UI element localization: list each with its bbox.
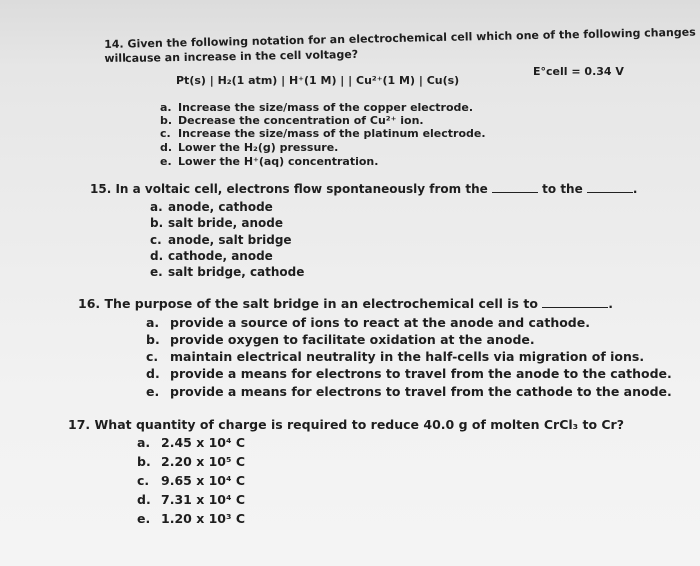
q16-option-c: c. maintain electrical neutrality in the half-cells via migration of ions. bbox=[146, 349, 645, 364]
q17-stem: 17. What quantity of charge is required to reduce 40.0 g of molten CrCl₃ to Cr? bbox=[68, 417, 624, 432]
q15-option-d: d. cathode, anode bbox=[150, 249, 273, 263]
q14-number: 14. bbox=[104, 37, 124, 51]
q16-blank bbox=[542, 297, 608, 308]
q15-option-c: c. anode, salt bridge bbox=[150, 233, 292, 247]
q17-option-c: c. 9.65 x 10⁴ C bbox=[137, 473, 246, 488]
q17-option-e: e. 1.20 x 10³ C bbox=[137, 511, 246, 526]
q16-number: 16. bbox=[78, 296, 101, 311]
q17-option-d: d. 7.31 x 10⁴ C bbox=[137, 492, 246, 507]
q17-number: 17. bbox=[68, 417, 91, 432]
q15-blank-1 bbox=[492, 182, 538, 193]
q14-option-a: a. Increase the size/mass of the copper electrode. bbox=[160, 101, 474, 114]
q14-ecell: E°cell = 0.34 V bbox=[533, 65, 624, 78]
q17-option-a: a. 2.45 x 10⁴ C bbox=[137, 435, 246, 450]
q14-option-d: d. Lower the H₂(g) pressure. bbox=[160, 141, 339, 154]
q14-stem-line1: Given the following notation for an electrochemical cell which one of the following changes will bbox=[104, 25, 696, 65]
q17-option-b: b. 2.20 x 10⁵ C bbox=[137, 454, 246, 469]
q15-option-a: a. anode, cathode bbox=[150, 200, 273, 214]
q16-stem: 16. The purpose of the salt bridge in an electrochemical cell is to . bbox=[78, 296, 614, 311]
q14-cell-notation: Pt(s) | H₂(1 atm) | H⁺(1 M) | | Cu²⁺(1 M) | Cu(s) bbox=[176, 74, 460, 87]
q16-option-a: a. provide a source of ions to react at the anode and cathode. bbox=[146, 315, 590, 330]
q14-stem-line2: cause an increase in the cell voltage? bbox=[125, 47, 359, 65]
q16-option-d: d. provide a means for electrons to travel from the anode to the cathode. bbox=[146, 366, 672, 381]
q16-option-e: e. provide a means for electrons to travel from the cathode to the anode. bbox=[146, 384, 672, 399]
q14-option-e: e. Lower the H⁺(aq) concentration. bbox=[160, 155, 379, 168]
q15-number: 15. bbox=[90, 182, 112, 196]
q14-option-c: c. Increase the size/mass of the platinum electrode. bbox=[160, 127, 486, 140]
q14-option-b: b. Decrease the concentration of Cu²⁺ ion. bbox=[160, 114, 424, 127]
q15-option-b: b. salt bride, anode bbox=[150, 216, 283, 230]
q16-option-b: b. provide oxygen to facilitate oxidation at the anode. bbox=[146, 332, 535, 347]
q15-option-e: e. salt bridge, cathode bbox=[150, 265, 305, 279]
q15-blank-2 bbox=[587, 182, 633, 193]
q15-stem: 15. In a voltaic cell, electrons flow spontaneously from the to the . bbox=[90, 182, 638, 196]
